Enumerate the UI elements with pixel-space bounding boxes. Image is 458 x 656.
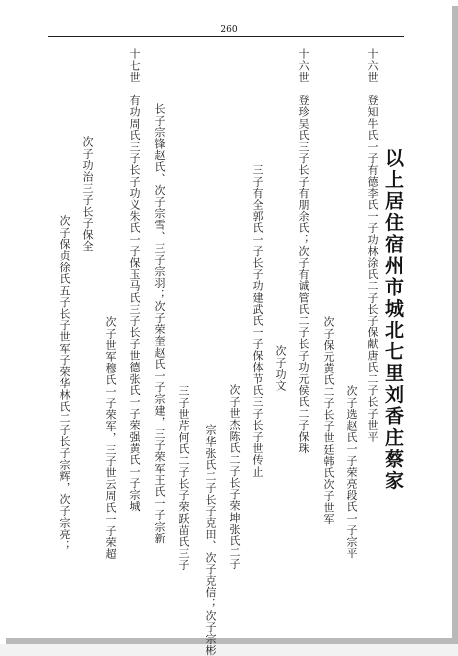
text-column: 次子功文 [274, 345, 287, 392]
text-column: 次子世杰陈氏二子长子荣坤张氏二子 [228, 384, 241, 570]
text-column: 次子功治三子长子保全 [81, 136, 94, 252]
text-column: 长子宗锋赵氏、次子宗雪、三子宗羽；次子荣奎赵氏一子宗建，三子荣军王氏一子宗新 [153, 103, 166, 544]
page-shadow-right [452, 6, 458, 644]
text-column: 宗华张氏二子长子克田、次子克信；次子宗彬 [204, 424, 217, 656]
page-title: 以上居住宿州市城北七里刘香庄蔡家 [382, 148, 404, 492]
header-rule [48, 36, 404, 37]
text-column: 次子保元黄氏二子长子世廷韩氏次子世军 [322, 316, 335, 525]
text-column: 十六世 登知牛氏一子有德李氏一子功林涂氏二子长子保献唐氏二子长子世平 [366, 48, 379, 443]
text-column: 十七世 有功周氏三子长子功义朱氏一子保玉马氏三子长子世德张氏一子荣强黄氏一子宗城 [128, 48, 141, 512]
text-column: 次子保贞徐氏五子长子世军子荣华林氏二子长子宗辉，次子宗亮； [58, 215, 71, 552]
text-column: 次子选赵氏一子荣亮段氏一子宗平 [345, 385, 358, 559]
page-number: 260 [220, 25, 238, 35]
page-shadow-bottom [6, 638, 458, 644]
text-column: 三子有全郭氏一子长子功建武氏一子保体节氏三子长子世传止 [251, 164, 264, 478]
text-column: 三子世芹何氏二子长子荣跃苗氏三子 [177, 385, 190, 571]
text-column: 次子世军穆氏一子荣军，三子世云周氏一子荣超 [104, 316, 117, 560]
text-column: 十六世 登珍吴氏三子长子有朋余氏；次子有诚管氏二子长子功元侯氏二子保珠 [297, 48, 310, 454]
